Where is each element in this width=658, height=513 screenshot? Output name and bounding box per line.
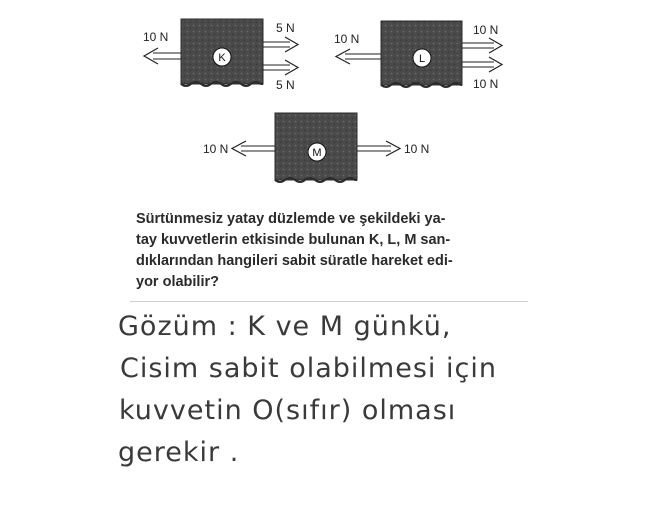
force-diagrams (0, 0, 658, 200)
box-m-right-arrow (357, 141, 400, 156)
question-line-3: dıklarından hangileri sabit süratle hareket edi- (136, 253, 453, 269)
box-k-left-force: 10 N (143, 30, 169, 44)
box-l-letter: L (418, 53, 426, 65)
box-k-left-arrow (144, 48, 181, 64)
box-m-left-force: 10 N (203, 142, 229, 156)
solution-line-4: gerekir . (118, 437, 240, 468)
box-m-figure (203, 113, 429, 182)
solution-line-2: Cisim sabit olabilmesi için (120, 353, 497, 384)
question-line-2: tay kuvvetlerin etkisinde bulunan K, L, M san- (136, 232, 451, 248)
box-l-figure (334, 21, 502, 91)
box-l-right-bottom-arrow (462, 57, 502, 72)
box-l-left-arrow (336, 49, 381, 64)
question-text (136, 209, 531, 293)
box-k-right-top-force: 5 N (276, 21, 295, 35)
box-m-left-arrow (232, 141, 275, 156)
box-l-right-bottom-force: 10 N (473, 77, 499, 91)
box-k-right-bottom-arrow (263, 60, 298, 75)
box-k-letter: K (218, 52, 226, 64)
box-l-right-top-force: 10 N (473, 23, 499, 37)
box-m-right-force: 10 N (404, 142, 430, 156)
solution-line-3: kuvvetin O(sıfır) olması (119, 395, 457, 426)
box-k-figure (143, 19, 298, 92)
question-line-1: Sürtünmesiz yatay düzlemde ve şekildeki ya- (136, 211, 446, 227)
box-l-left-force: 10 N (334, 32, 360, 46)
solution-line-1: Gözüm : K ve M günkü, (118, 311, 452, 342)
box-k-right-top-arrow (263, 37, 298, 52)
handwritten-solution (118, 306, 638, 474)
question-line-4: yor olabilir? (136, 274, 219, 290)
box-k-right-bottom-force: 5 N (276, 78, 295, 92)
box-l-right-top-arrow (462, 38, 502, 53)
divider-line (130, 301, 528, 302)
box-m-letter: M (312, 147, 322, 159)
